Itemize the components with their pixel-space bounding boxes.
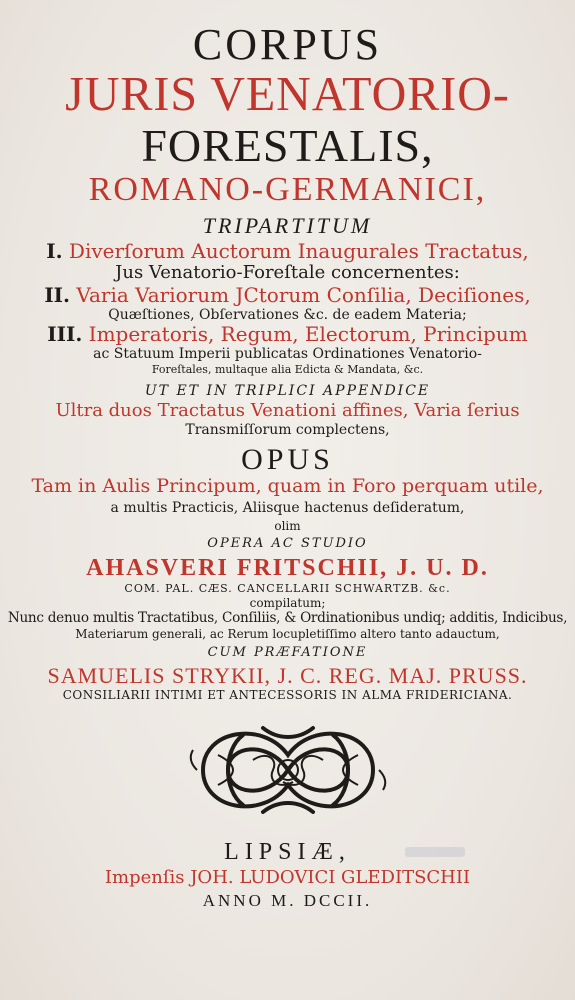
appendix-heading: UT ET IN TRIPLICI APPENDICE xyxy=(144,382,431,399)
imprint-publisher: Impenſis JOH. LUDOVICI GLEDITSCHII xyxy=(104,866,471,888)
part-two-text: Varia Variorum JCtorum Conſilia, Deciſiones, xyxy=(76,282,531,307)
part-one-number: I. xyxy=(46,238,63,263)
preface-heading: CUM PRÆFATIONE xyxy=(207,645,368,661)
part-three-number: III. xyxy=(47,322,83,347)
title-romano: ROMANO-GERMANICI, xyxy=(88,170,487,208)
part-one-sub: Jus Venatorio-Foreſtale concernentes: xyxy=(115,261,460,283)
part-three xyxy=(0,324,575,345)
part-three-sub: ac Statuum Imperii publicatas Ordinationes Venatorio- xyxy=(93,346,482,363)
part-two-sub: Quæſtiones, Obſervationes &c. de eadem Materia; xyxy=(108,306,467,323)
printers-ornament-icon xyxy=(183,710,393,830)
imprint-year: ANNO M. DCCII. xyxy=(202,890,373,910)
author-nunc: Nunc denuo multis Tractatibus, Conſiliis, & Ordinationibus undiq; additis, Indicibus, xyxy=(7,610,568,627)
opus-heading: OPUS xyxy=(241,442,334,476)
part-two xyxy=(0,282,575,307)
preface-name: SAMUELIS STRYKII, J. C. REG. MAJ. PRUSS. xyxy=(47,663,528,688)
preface-cons: CONSILIARII INTIMI ET ANTECESSORIS IN ALMA FRIDERICIANA. xyxy=(62,688,513,703)
author-title: COM. PAL. CÆS. CANCELLARII SCHWARTZB. &c. xyxy=(124,582,451,596)
part-one-text: Diverſorum Auctorum Inaugurales Tractatus, xyxy=(68,238,529,263)
opus-multis: a multis Practicis, Aliisque hactenus deſideratum, xyxy=(110,500,465,517)
library-stamp-mark xyxy=(405,847,465,857)
author-compilatum: compilatum; xyxy=(249,595,326,610)
imprint-place: LIPSIÆ, xyxy=(224,838,351,865)
appendix-ultra: Ultra duos Tractatus Venationi affines, Varia ſerius xyxy=(55,400,520,422)
author-materiarum: Materiarum generali, ac Rerum locupletiſſimo altero tanto adauctum, xyxy=(75,626,500,641)
title-tripartitum: TRIPARTITUM xyxy=(202,212,373,238)
author-name: AHASVERI FRITSCHII, J. U. D. xyxy=(86,555,489,582)
title-juris: JURIS VENATORIO- xyxy=(65,66,510,122)
part-two-number: II. xyxy=(44,282,70,307)
part-three-text: Imperatoris, Regum, Electorum, Principum xyxy=(88,322,528,347)
appendix-trans: Transmiſſorum complectens, xyxy=(185,422,390,439)
opera-ac-studio: OPERA AC STUDIO xyxy=(207,535,368,551)
title-corpus: CORPUS xyxy=(192,20,383,69)
title-forestalis: FORESTALIS, xyxy=(141,119,434,171)
opus-tam: Tam in Aulis Principum, quam in Foro perquam utile, xyxy=(31,475,544,498)
opus-olim: olim xyxy=(274,518,301,533)
part-three-sub2: Foreſtales, multaque alia Edicta & Mandata, &c. xyxy=(151,362,424,376)
part-one xyxy=(0,238,575,263)
